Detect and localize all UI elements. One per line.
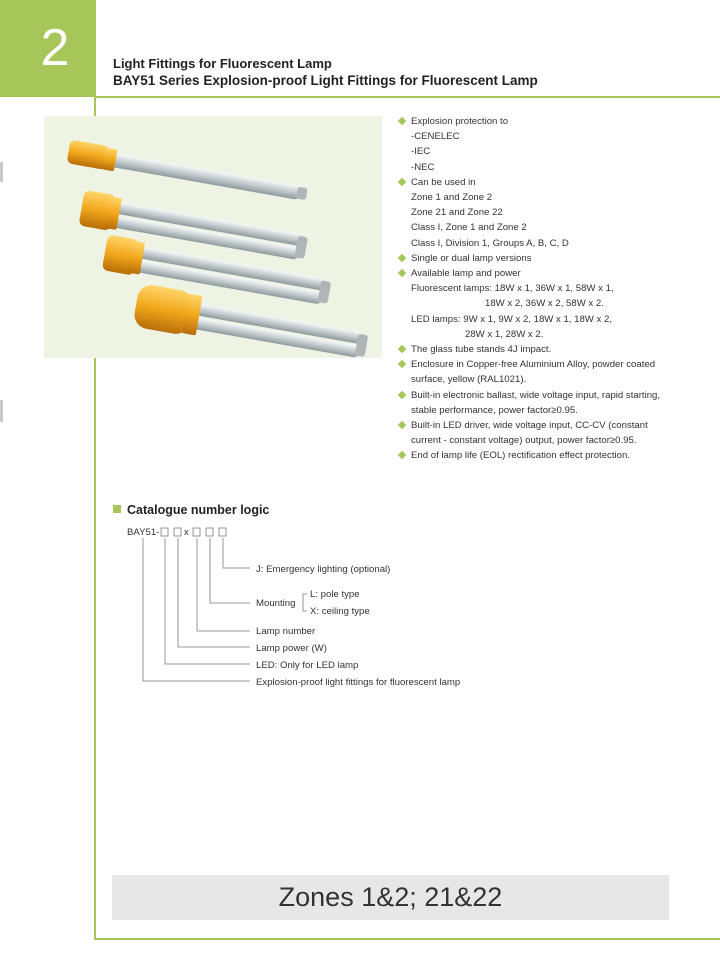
label-lamp-power: Lamp power (W) bbox=[256, 643, 327, 654]
feature-item: Can be used in bbox=[399, 175, 699, 190]
feature-item: Single or dual lamp versions bbox=[399, 251, 699, 266]
leader-line bbox=[197, 538, 250, 631]
section-number: 2 bbox=[40, 19, 70, 77]
label-lamp-number: Lamp number bbox=[256, 626, 316, 637]
zones-banner: Zones 1&2; 21&22 bbox=[112, 875, 669, 920]
mounting-bracket bbox=[303, 594, 307, 611]
code-separator: x bbox=[184, 527, 189, 538]
feature-subitem: Zone 21 and Zone 22 bbox=[411, 207, 503, 219]
code-box bbox=[174, 528, 181, 536]
leader-line bbox=[223, 538, 250, 568]
feature-item: Built-in LED driver, wide voltage input, CC-CV (constant bbox=[399, 418, 699, 433]
feature-subitem: -IEC bbox=[411, 146, 431, 158]
feature-subitem: Class I, Division 1, Groups A, B, C, D bbox=[411, 237, 569, 249]
label-fittings: Explosion-proof light fittings for fluorescent lamp bbox=[256, 677, 461, 688]
label-mounting: Mounting bbox=[256, 598, 296, 609]
lamp-power-fluorescent-cont: 18W x 2, 36W x 2, 58W x 2. bbox=[485, 298, 604, 310]
feature-continuation: stable performance, power factor≥0.95. bbox=[411, 404, 578, 416]
code-prefix: BAY51- bbox=[127, 527, 160, 538]
page-title: Light Fittings for Fluorescent Lamp bbox=[113, 56, 332, 71]
lamp-power-fluorescent: Fluorescent lamps: 18W x 1, 36W x 1, 58W x 1, bbox=[411, 283, 614, 295]
feature-continuation: surface, yellow (RAL1021). bbox=[411, 374, 527, 386]
feature-item: Explosion protection to bbox=[399, 114, 699, 129]
code-box bbox=[219, 528, 226, 536]
feature-item: Enclosure in Copper-free Aluminium Alloy, powder coated bbox=[399, 357, 699, 372]
catalogue-heading: Catalogue number logic bbox=[113, 503, 269, 517]
frame-bottom-line bbox=[94, 938, 720, 940]
feature-subitem: -NEC bbox=[411, 161, 435, 173]
code-box bbox=[161, 528, 168, 536]
code-box bbox=[206, 528, 213, 536]
feature-item: Built-in electronic ballast, wide voltage input, rapid starting, bbox=[399, 388, 699, 403]
leader-line bbox=[210, 538, 250, 603]
code-box bbox=[193, 528, 200, 536]
feature-subitem: Zone 1 and Zone 2 bbox=[411, 192, 493, 204]
feature-subitem: Class I, Zone 1 and Zone 2 bbox=[411, 222, 527, 234]
label-ceiling: X: ceiling type bbox=[310, 606, 370, 617]
feature-subitem: -CENELEC bbox=[411, 131, 460, 143]
label-pole: L: pole type bbox=[310, 589, 360, 600]
label-emergency: J: Emergency lighting (optional) bbox=[256, 564, 391, 575]
page-subtitle: BAY51 Series Explosion-proof Light Fittings for Fluorescent Lamp bbox=[113, 73, 538, 88]
feature-item: End of lamp life (EOL) rectification effect protection. bbox=[399, 448, 699, 463]
label-led: LED: Only for LED lamp bbox=[256, 660, 359, 671]
feature-item: Available lamp and power bbox=[399, 266, 699, 281]
leader-line bbox=[143, 538, 250, 681]
lamp-power-led-cont: 28W x 1, 28W x 2. bbox=[465, 328, 544, 340]
feature-continuation: current - constant voltage) output, power factor≥0.95. bbox=[411, 435, 637, 447]
lamp-power-led: LED lamps: 9W x 1, 9W x 2, 18W x 1, 18W x 2, bbox=[411, 313, 612, 325]
feature-item: The glass tube stands 4J impact. bbox=[399, 342, 699, 357]
